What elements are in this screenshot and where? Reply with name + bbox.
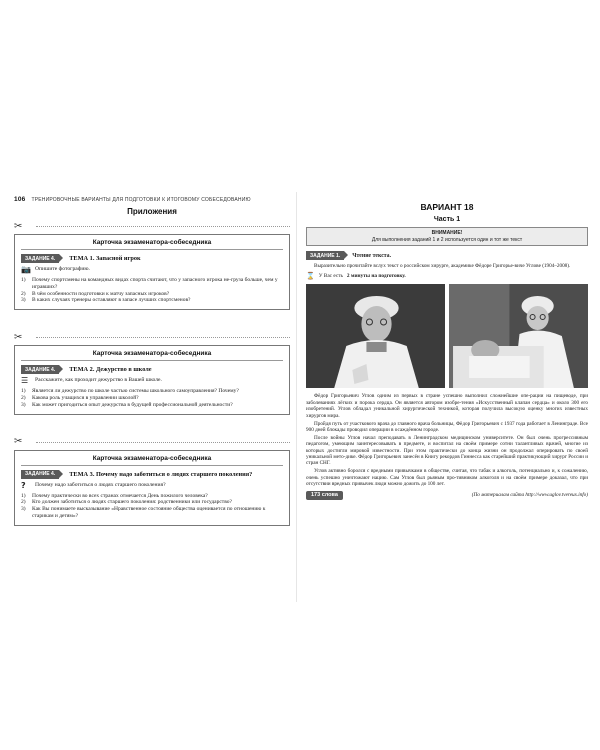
running-head [14,196,290,203]
card-topic: ТЕМА 3. Почему надо заботиться о людях старшего поколения? [69,470,253,478]
prep-time [306,272,588,280]
source-citation: (По материалам сайта http://www.uglov.tvereux.info) [471,492,588,499]
cut-line [14,221,290,231]
examiner-card [14,345,290,414]
scissors-icon: ✂ [14,220,23,232]
text-paragraph: Фёдор Григорьевич Углов одним из первых в стране успешно выполнил сложнейшие опе-рации на пищеводе, при заболеваниях лёгких и порока сердца. Он является автором изобре-тения «Искусственный клапан сердца» и около 300 его изобретений. Углов обладал уникальной хирургической техникой, которая получила высокую оценку многих известных хирургов мира. [306,393,588,419]
attention-text: Для выполнения заданий 1 и 2 используется один и тот же текст [371,237,523,243]
word-count-badge: 173 слова [306,491,343,500]
question-item: 2) Кто должен заботиться о людях старшего поколения: родственники или государство? [21,499,232,506]
left-page [14,196,290,526]
section-title: Приложения [127,207,177,216]
task-badge: ЗАДАНИЕ 1. [306,251,344,260]
question-list [21,388,283,408]
question-icon: ? [21,480,26,490]
surgeon-portrait-photo [306,284,445,388]
question-item: 1) Является ли дежурство по школе частью системы школьного самоуправления? Почему? [21,388,239,395]
scissors-icon: ✂ [14,436,23,448]
question-item: 1) Почему спортсмены на командных видах спорта считают, что у запасного игрока не-груза больше, чем у игравших? [21,277,278,290]
question-item: 1) Почему практически во всех странах отмечается День пожилого человека? [21,492,208,499]
text-paragraph: После войны Углов начал преподавать в Ленинградском медицинском университете. Он был очень прогрессивным педагогом, умеющим заинтересовывать в предмете, и воспитал на своём примере сотни талантливых врачей, многие из которых достигли мировой известности. При этом практически до конца жизни он продолжал оперировать по своей уникальной мето-дике. Фёдор Григорьевич занесён в Книгу рекордов Гиннесса как старейший практикующий хирург России и стран СНГ. [306,434,588,467]
right-page [306,196,588,500]
question-item: 2) Какова роль учащихся в управлении школой? [21,394,139,401]
prep-prefix: У Вас есть [318,273,343,280]
task-badge: ЗАДАНИЕ 4. [21,365,59,374]
question-item: 3) Как может пригодиться опыт дежурства в будущей профессиональной деятельности? [21,401,233,408]
examiner-card [14,234,290,310]
camera-icon: 📷 [21,265,31,274]
cut-line [14,437,290,447]
text-paragraph: Пройдя путь от участкового врача до главного врача больницы, Фёдор Григорьевич с 1937 года работает в Ленинграде. Все 900 дней блокады проводил операции в осаждённом городе. [306,420,588,433]
card-header: Карточка экзаменатора-собеседника [21,239,283,250]
surgeon-bedside-photo [449,284,588,388]
question-list [21,493,283,520]
card-header: Карточка экзаменатора-собеседника [21,350,283,361]
cut-line [14,332,290,342]
hourglass-icon: ⌛ [306,272,315,281]
card-instruction: Опишите фотографию. [35,266,90,272]
task-badge: ЗАДАНИЕ 4. [21,470,59,479]
attention-heading: ВНИМАНИЕ! [431,230,463,236]
task-badge: ЗАДАНИЕ 4. [21,254,59,263]
prep-duration: 2 минуты на подготовку. [346,273,406,280]
text-paragraph: Углов активно боролся с вредными привычками в обществе, считая, что табак и алкоголь, потенциально и, к сожалению, очень успешно уничтожают нацию. Сам Углов был рьяным про-тивником алкоголя и на своём примере доказал, что при отсутствии вредных привычек люди можно дожить до 100 лет. [306,468,588,488]
card-topic: ТЕМА 2. Дежурство в школе [69,366,152,374]
card-header: Карточка экзаменатора-собеседника [21,455,283,466]
task-title: Чтение текста. [352,252,392,259]
reading-text [306,393,588,487]
photo-row [306,284,588,388]
question-item: 2) В чём особенности подготовки к матчу запасных игроков? [21,290,170,297]
attention-box [306,227,588,246]
scissors-icon: ✂ [14,331,23,343]
question-item: 3) В каких случаях тренеры оставляют в запасе лучших спортсменов? [21,297,191,304]
card-instruction: Почему надо заботиться о людях старшего поколения? [35,481,166,488]
part-title: Часть 1 [433,216,461,223]
question-item: 3) Как Вы понимаете высказывание «Нравственное состояние общества оценивается по отношению к старикам и детям»? [21,506,266,519]
task-intro: Выразительно прочитайте вслух текст о российском хирурге, академике Фёдоре Григорье-виче Углове (1904–2008). [314,263,571,269]
card-instruction: Расскажите, как проходит дежурство в Вашей школе. [35,377,162,384]
question-list [21,277,283,304]
blank-top-area [0,0,600,190]
examiner-card [14,450,290,526]
page-gutter [296,192,297,602]
running-head-text: ТРЕНИРОВОЧНЫЕ ВАРИАНТЫ ДЛЯ ПОДГОТОВКИ К ИТОГОВОМУ СОБЕСЕДОВАНИЮ [31,196,251,203]
variant-title: ВАРИАНТ 18 [420,202,474,212]
page-number: 106 [14,196,26,203]
chat-icon: ☰ [21,376,29,386]
card-topic: ТЕМА 1. Запасной игрок [69,255,141,262]
